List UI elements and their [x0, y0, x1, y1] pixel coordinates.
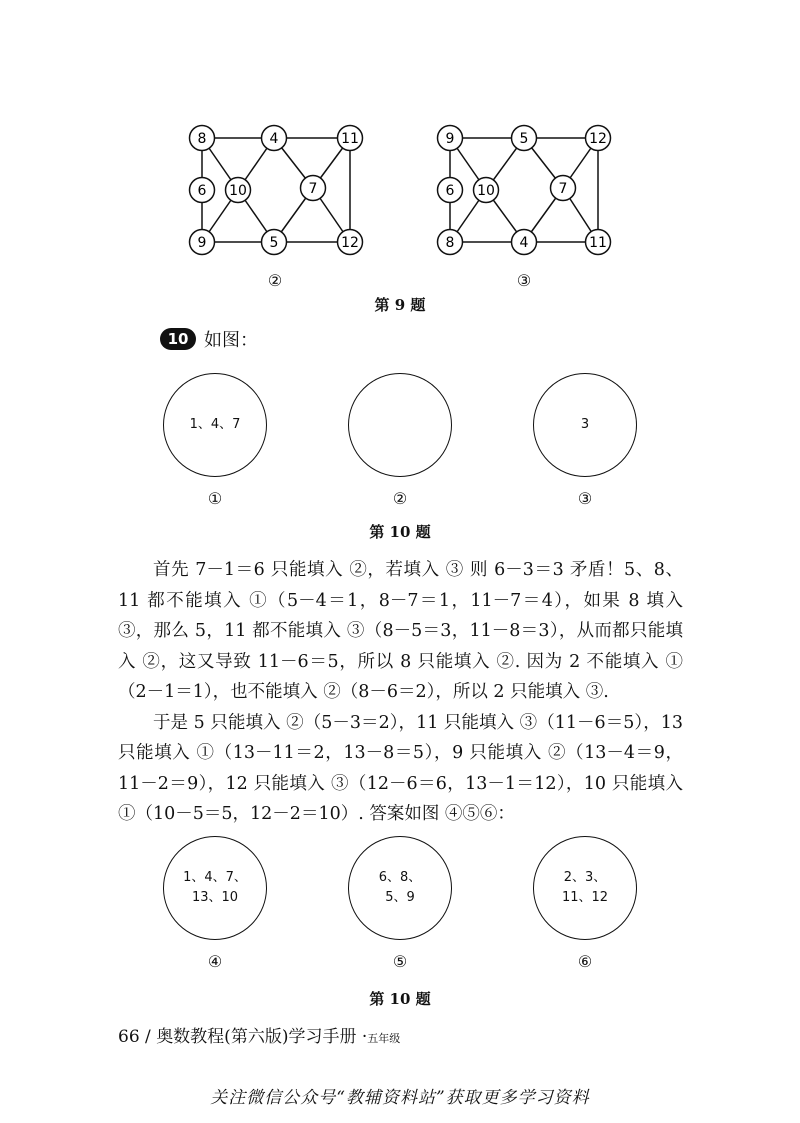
graph-node-bl: [438, 230, 463, 255]
page-number: 66: [118, 1027, 140, 1047]
set-circle-3-text: 3: [580, 417, 590, 432]
set-circle-2: [348, 373, 452, 477]
answer-circle-5-line1: 6、8、: [378, 870, 422, 885]
svg-text:8: 8: [197, 131, 207, 147]
answer-circle-6-line2: 11、12: [561, 890, 609, 905]
graph-node-c2: [301, 176, 326, 201]
set-circle-3: [533, 373, 637, 477]
question-intro: 如图：: [204, 330, 258, 351]
svg-text:6: 6: [197, 183, 207, 199]
answer-label-6: ⑥: [577, 952, 593, 971]
svg-text:4: 4: [269, 131, 279, 147]
graph-node-ml: [190, 178, 215, 203]
svg-text:11: 11: [589, 235, 607, 251]
question-number-badge: 10: [160, 328, 196, 350]
set-label-3: ③: [577, 489, 593, 508]
graph-node-bm: [512, 230, 537, 255]
graph-node-bl: [190, 230, 215, 255]
graph-figure-2: [180, 120, 370, 260]
solution-paragraph-2: 于是 5 只能填入 ②（5－3＝2），11 只能填入 ③（11－6＝5），13 只能填入 ①（13－11＝2，13－8＝5），9 只能填入 ②（13－4＝9，11－2＝9），12 只能填入 ③（12－6＝6，13－1＝12），10 只能填入 ①（10－5＝5，12－2＝10）. 答案如图 ④⑤⑥：: [118, 712, 683, 824]
answer-label-5: ⑤: [392, 952, 408, 971]
set-label-1: ①: [207, 489, 223, 508]
answer-circle-4-line2: 13、10: [191, 890, 239, 905]
graph-node-tm: [512, 126, 537, 151]
grade-label: 五年级: [367, 1032, 401, 1045]
answer-circle-6: [533, 836, 637, 940]
set-circle-1: [163, 373, 267, 477]
page-footer: [118, 1022, 400, 1047]
graph-node-c1: [226, 178, 251, 203]
svg-text:11: 11: [341, 131, 359, 147]
graph-node-ml: [438, 178, 463, 203]
caption-question-10-top: 第 10 题: [369, 523, 431, 541]
graph-edges: [202, 138, 350, 242]
answer-circle-6-line1: 2、3、: [563, 870, 607, 885]
graph-node-tr: [338, 126, 363, 151]
solution-text: [118, 555, 683, 830]
figure-label-2: ②: [267, 271, 283, 290]
set-label-2: ②: [392, 489, 408, 508]
svg-text:12: 12: [341, 235, 359, 251]
graph-node-tr: [586, 126, 611, 151]
answer-circle-5: [348, 836, 452, 940]
answer-circle-5-line2: 5、9: [385, 890, 415, 905]
graph-figure-3: [428, 120, 618, 260]
svg-text:9: 9: [197, 235, 207, 251]
svg-text:6: 6: [445, 183, 455, 199]
graph-node-c1: [474, 178, 499, 203]
graph-node-br: [586, 230, 611, 255]
svg-text:9: 9: [445, 131, 455, 147]
answer-circle-4: [163, 836, 267, 940]
svg-text:4: 4: [519, 235, 529, 251]
svg-text:5: 5: [519, 131, 529, 147]
svg-text:10: 10: [477, 183, 495, 199]
graph-node-c2: [551, 176, 576, 201]
caption-question-9: 第 9 题: [374, 296, 426, 314]
svg-text:7: 7: [308, 181, 318, 197]
graph-node-tl: [190, 126, 215, 151]
svg-text:12: 12: [589, 131, 607, 147]
set-circle-1-text: 1、4、7: [189, 417, 241, 432]
graph-node-tm: [262, 126, 287, 151]
solution-paragraph-1: 首先 7－1＝6 只能填入 ②，若填入 ③ 则 6－3＝3 矛盾！5、8、11 都不能填入 ①（5－4＝1，8－7＝1，11－7＝4），如果 8 填入 ③，那么 5，11 都不能填入 ③（8－5＝3，11－8＝3），从而都只能填入 ②，这又导致 11－6＝5，所以 8 只能填入 ②. 因为 2 不能填入 ①（2－1＝1），也不能填入 ②（8－6＝2），所以 2 只能填入 ③.: [118, 560, 683, 702]
footer-separator: /: [139, 1027, 157, 1047]
caption-question-10-bottom: 第 10 题: [369, 990, 431, 1008]
answer-label-4: ④: [207, 952, 223, 971]
answer-circle-4-line1: 1、4、7、: [183, 870, 247, 885]
graph-node-bm: [262, 230, 287, 255]
graph-node-br: [338, 230, 363, 255]
watermark-note: 关注微信公众号“教辅资料站”获取更多学习资料: [210, 1088, 590, 1108]
svg-text:7: 7: [558, 181, 568, 197]
svg-text:10: 10: [229, 183, 247, 199]
book-title: 奥数教程(第六版)学习手册 ·: [156, 1027, 368, 1047]
graph-node-tl: [438, 126, 463, 151]
svg-text:8: 8: [445, 235, 455, 251]
figure-label-3: ③: [516, 271, 532, 290]
svg-text:5: 5: [269, 235, 279, 251]
